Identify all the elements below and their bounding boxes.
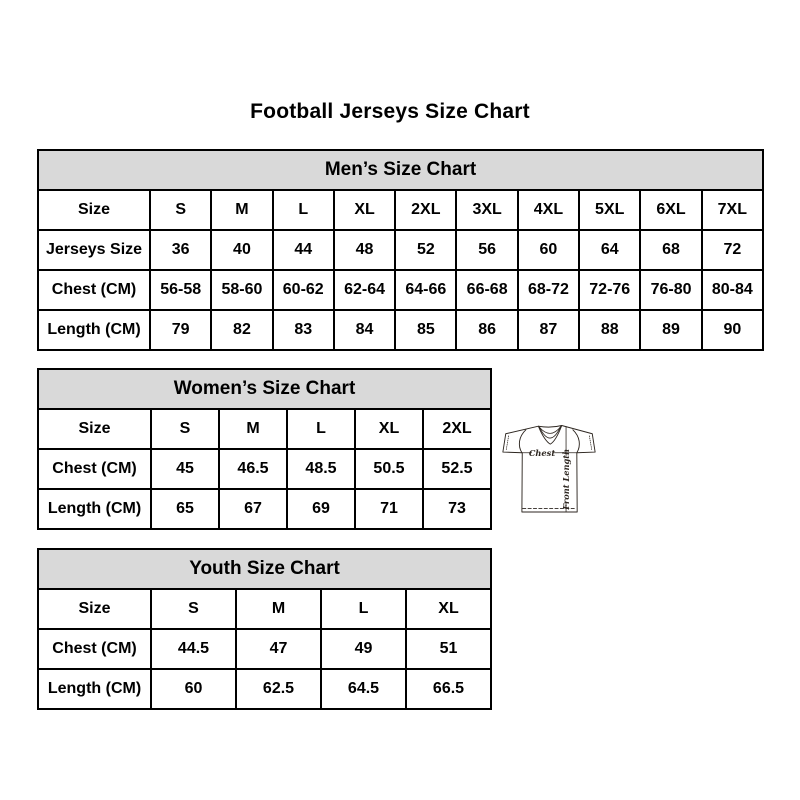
women-size-cell: 73: [423, 489, 491, 529]
women-size-cell: 65: [151, 489, 219, 529]
men-size-cell: 40: [211, 230, 272, 270]
men-size-cell: 36: [150, 230, 211, 270]
men-row-label: Size: [38, 190, 150, 230]
men-size-cell: 82: [211, 310, 272, 350]
page-title: Football Jerseys Size Chart: [250, 100, 530, 123]
men-size-cell: 6XL: [640, 190, 701, 230]
youth-size-cell: 49: [321, 629, 406, 669]
women-size-cell: 69: [287, 489, 355, 529]
men-size-cell: 60: [518, 230, 579, 270]
men-size-cell: M: [211, 190, 272, 230]
women-size-cell: 52.5: [423, 449, 491, 489]
women-row-label: Chest (CM): [38, 449, 151, 489]
men-size-cell: 60-62: [273, 270, 334, 310]
front-length-measure-label: Front Length: [560, 448, 571, 510]
women-size-cell: 48.5: [287, 449, 355, 489]
men-size-cell: 62-64: [334, 270, 395, 310]
men-size-cell: 58-60: [211, 270, 272, 310]
youth-size-table: [37, 548, 492, 710]
men-size-cell: 84: [334, 310, 395, 350]
women-table-title: Women’s Size Chart: [38, 369, 491, 409]
men-size-cell: 86: [456, 310, 517, 350]
men-size-cell: 88: [579, 310, 640, 350]
youth-row-label: Size: [38, 589, 151, 629]
women-size-cell: L: [287, 409, 355, 449]
women-size-cell: 67: [219, 489, 287, 529]
youth-size-cell: 60: [151, 669, 236, 709]
men-size-cell: 2XL: [395, 190, 456, 230]
men-size-cell: 87: [518, 310, 579, 350]
women-size-cell: S: [151, 409, 219, 449]
men-size-cell: XL: [334, 190, 395, 230]
men-size-cell: 79: [150, 310, 211, 350]
men-size-cell: 83: [273, 310, 334, 350]
women-size-cell: 45: [151, 449, 219, 489]
men-size-cell: 90: [702, 310, 763, 350]
men-size-cell: 44: [273, 230, 334, 270]
women-row-label: Size: [38, 409, 151, 449]
youth-table-title: Youth Size Chart: [38, 549, 491, 589]
men-size-cell: 85: [395, 310, 456, 350]
men-size-cell: 7XL: [702, 190, 763, 230]
youth-size-cell: L: [321, 589, 406, 629]
youth-size-cell: 62.5: [236, 669, 321, 709]
chest-measure-label: Chest: [528, 448, 556, 458]
men-size-cell: 80-84: [702, 270, 763, 310]
men-size-cell: 72: [702, 230, 763, 270]
men-size-cell: 76-80: [640, 270, 701, 310]
youth-size-cell: S: [151, 589, 236, 629]
youth-size-cell: XL: [406, 589, 491, 629]
men-size-cell: 48: [334, 230, 395, 270]
youth-size-cell: 64.5: [321, 669, 406, 709]
youth-size-cell: 51: [406, 629, 491, 669]
jersey-diagram: [500, 400, 780, 680]
men-row-label: Jerseys Size: [38, 230, 150, 270]
youth-size-cell: 44.5: [151, 629, 236, 669]
youth-row-label: Chest (CM): [38, 629, 151, 669]
men-row-label: Length (CM): [38, 310, 150, 350]
men-size-cell: 66-68: [456, 270, 517, 310]
men-table-title: Men’s Size Chart: [38, 150, 763, 190]
women-row-label: Length (CM): [38, 489, 151, 529]
men-size-cell: S: [150, 190, 211, 230]
women-size-cell: M: [219, 409, 287, 449]
mens-size-table: [37, 149, 764, 351]
women-size-cell: 71: [355, 489, 423, 529]
youth-row-label: Length (CM): [38, 669, 151, 709]
men-size-cell: 68: [640, 230, 701, 270]
women-size-cell: 46.5: [219, 449, 287, 489]
women-size-cell: 2XL: [423, 409, 491, 449]
women-size-cell: XL: [355, 409, 423, 449]
women-size-cell: 50.5: [355, 449, 423, 489]
youth-size-cell: 66.5: [406, 669, 491, 709]
men-row-label: Chest (CM): [38, 270, 150, 310]
men-size-cell: 52: [395, 230, 456, 270]
men-size-cell: 56-58: [150, 270, 211, 310]
men-size-cell: 68-72: [518, 270, 579, 310]
men-size-cell: 89: [640, 310, 701, 350]
womens-size-table: [37, 368, 492, 530]
men-size-cell: 72-76: [579, 270, 640, 310]
men-size-cell: 56: [456, 230, 517, 270]
men-size-cell: 4XL: [518, 190, 579, 230]
youth-size-cell: 47: [236, 629, 321, 669]
men-size-cell: 64: [579, 230, 640, 270]
men-size-cell: 5XL: [579, 190, 640, 230]
jersey-outline-shape: [503, 425, 595, 512]
youth-size-cell: M: [236, 589, 321, 629]
men-size-cell: 3XL: [456, 190, 517, 230]
men-size-cell: L: [273, 190, 334, 230]
men-size-cell: 64-66: [395, 270, 456, 310]
